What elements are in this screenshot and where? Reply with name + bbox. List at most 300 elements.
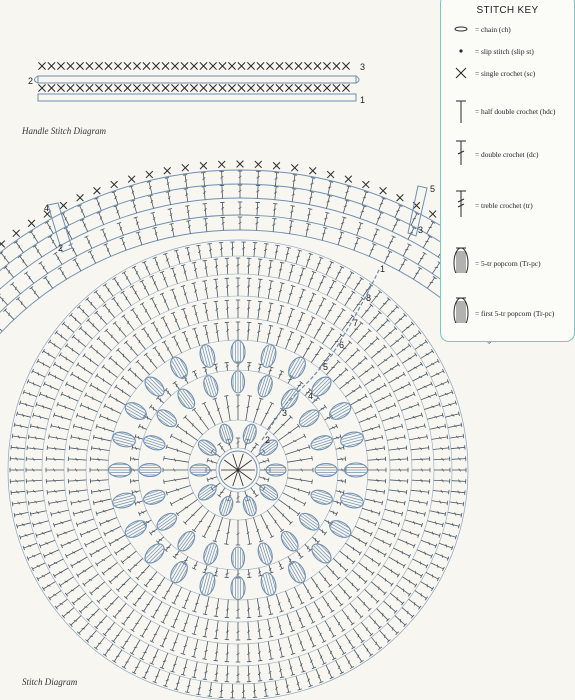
round-stitch-mark (49, 500, 67, 505)
round-stitch-mark (104, 404, 121, 414)
round-stitch-mark (143, 520, 151, 526)
round-stitch-mark (149, 405, 157, 411)
round-stitch-mark (156, 396, 163, 403)
round-stitch-mark (279, 262, 284, 278)
round-stitch-mark (203, 325, 209, 343)
round-stitch-mark (93, 435, 111, 441)
single-crochet-mark (28, 220, 35, 227)
single-crochet-mark (86, 84, 93, 91)
popcorn-mark (345, 463, 368, 477)
round-stitch-mark (181, 659, 187, 675)
round-stitch-mark (213, 398, 223, 422)
band-stitch-mark (427, 221, 435, 233)
round-stitch-mark (55, 331, 67, 341)
round-stitch-mark (95, 374, 111, 386)
round-stitch-mark (30, 511, 46, 516)
band-stitch-mark (58, 267, 67, 279)
round-stitch-mark (140, 645, 149, 660)
round-stitch-mark (93, 499, 111, 505)
popcorn-mark (198, 343, 217, 369)
round-stitch-mark (247, 258, 251, 274)
round-stitch-mark (369, 311, 381, 324)
band-stitch-mark (43, 276, 52, 288)
round-stitch-mark (395, 313, 407, 324)
round-stitch-mark (286, 445, 310, 455)
round-stitch-mark (170, 268, 177, 284)
round-stitch-mark (10, 468, 24, 472)
round-stitch-mark (435, 379, 449, 386)
round-stitch-mark (334, 308, 346, 324)
round-stitch-mark (445, 412, 459, 418)
half-double-crochet-icon (447, 99, 475, 129)
round-stitch-mark (269, 664, 274, 680)
round-stitch-mark (230, 684, 234, 698)
round-stitch-mark (288, 468, 313, 472)
band-stitch-mark (148, 195, 153, 208)
band-stitch-mark (274, 173, 278, 186)
round-stitch-mark (433, 446, 449, 450)
round-stitch-mark (102, 563, 118, 576)
single-crochet-mark (295, 84, 302, 91)
round-stitch-mark (225, 666, 229, 682)
round-stitch-mark (247, 600, 251, 618)
round-stitch-mark (296, 250, 302, 264)
round-stitch-mark (136, 565, 150, 580)
round-stitch-mark (267, 597, 273, 615)
round-stitch-mark (140, 280, 149, 295)
popcorn-mark (196, 482, 219, 503)
band-stitch-mark (306, 223, 311, 236)
round-stitch-mark (28, 501, 44, 506)
round-stitch-mark (160, 271, 168, 287)
band-stitch-mark (136, 232, 142, 245)
round-stitch-mark (59, 353, 74, 364)
stitch-key-title: STITCH KEY (476, 5, 539, 16)
round-stitch-mark (427, 413, 443, 419)
round-stitch-mark (182, 331, 191, 349)
round-stitch-mark (156, 537, 163, 544)
round-stitch-mark (279, 662, 284, 678)
stitch-diagram-caption: Stitch Diagram (22, 677, 78, 687)
popcorn-mark (327, 517, 354, 541)
round-stitch-mark (371, 582, 386, 595)
round-stitch-mark (150, 297, 160, 314)
round-stitch-mark (409, 434, 427, 439)
round-stitch-mark (389, 372, 406, 383)
round-stitch-mark (308, 653, 316, 669)
popcorn-mark (201, 374, 220, 399)
single-crochet-mark (67, 84, 74, 91)
band-stitch-mark (343, 200, 349, 213)
round-stitch-mark (90, 468, 108, 472)
round-stitch-mark (452, 479, 466, 483)
round-stitch-mark (76, 566, 92, 578)
popcorn-mark (109, 463, 132, 477)
round-stitch-mark (452, 456, 466, 460)
round-stitch-mark (294, 587, 304, 604)
round-stitch-mark (130, 479, 138, 483)
round-stitch-mark (413, 372, 428, 381)
round-stitch-mark (253, 518, 263, 542)
round-stitch-mark (203, 565, 208, 573)
center-stitch-mark (238, 454, 243, 470)
single-crochet-mark (133, 62, 140, 69)
round-stitch-mark (103, 284, 113, 297)
round-stitch-mark (325, 414, 333, 420)
round-stitch-mark (380, 630, 391, 642)
round-stitch-mark (305, 606, 315, 623)
popcorn-mark (315, 464, 337, 477)
band-stitch-mark (354, 237, 361, 250)
round-stitch-mark (288, 375, 294, 383)
single-crochet-mark (0, 241, 5, 248)
band-stitch-mark (292, 189, 297, 202)
round-stitch-mark (336, 445, 344, 449)
round-stitch-mark (424, 531, 440, 538)
round-stitch-mark (378, 528, 395, 537)
round-stitch-mark (76, 363, 92, 375)
band-stitch-mark (69, 244, 77, 256)
popcorn-mark (196, 437, 219, 458)
round-number: 4 (308, 391, 314, 401)
single-crochet-mark (111, 181, 118, 188)
round-stitch-mark (51, 424, 69, 430)
single-crochet-mark (105, 62, 112, 69)
round-stitch-mark (90, 457, 108, 461)
single-crochet-mark (38, 84, 45, 91)
single-crochet-mark (276, 62, 283, 69)
round-stitch-mark (384, 327, 397, 339)
round-stitch-mark (316, 625, 326, 642)
single-crochet-mark (164, 167, 171, 174)
round-stitch-mark (246, 396, 252, 421)
single-crochet-mark (257, 84, 264, 91)
popcorn-icon (447, 243, 475, 273)
round-stitch-mark (430, 511, 446, 516)
round-stitch-mark (135, 435, 143, 440)
round-stitch-mark (258, 364, 262, 372)
round-stitch-mark (71, 557, 88, 568)
round-stitch-mark (162, 583, 173, 600)
round-stitch-mark (103, 304, 115, 318)
round-stitch-mark (153, 669, 160, 683)
round-stitch-mark (334, 615, 346, 631)
band-stitch-mark (238, 171, 242, 184)
single-crochet-mark (143, 84, 150, 91)
round-stitch-mark (181, 308, 189, 326)
round-stitch-mark (327, 645, 336, 660)
round-stitch-mark (345, 348, 359, 362)
center-stitch-mark (224, 470, 238, 480)
round-stitch-mark (11, 491, 25, 495)
band-stitch-mark (360, 205, 366, 218)
round-stitch-mark (359, 414, 377, 423)
round-stitch-mark (214, 621, 219, 639)
round-stitch-mark (316, 257, 323, 271)
round-stitch-mark (257, 599, 262, 617)
round-stitch-mark (387, 435, 405, 441)
band-stitch-mark (64, 227, 72, 240)
round-stitch-mark (225, 362, 229, 370)
band-stitch-mark (134, 217, 140, 230)
round-stitch-mark (319, 529, 327, 535)
popcorn-mark (259, 343, 278, 369)
round-stitch-mark (236, 322, 240, 340)
round-stitch-mark (387, 623, 398, 635)
single-crochet-mark (238, 84, 245, 91)
round-stitch-mark (150, 275, 159, 291)
round-stitch-mark (378, 403, 395, 412)
single-crochet-mark (171, 62, 178, 69)
round-stitch-mark (214, 301, 219, 319)
round-stitch-mark (336, 266, 344, 279)
popcorn-mark (257, 482, 280, 503)
round-stitch-mark (192, 639, 198, 657)
single-crochet-mark (77, 194, 84, 201)
round-stitch-mark (116, 577, 130, 591)
round-stitch-mark (390, 479, 408, 483)
band-stitch-mark (73, 258, 81, 270)
round-stitch-mark (172, 587, 182, 604)
round-stitch-mark (136, 360, 150, 375)
band-stitch-mark (29, 231, 38, 243)
round-stitch-mark (390, 335, 404, 347)
round-stitch-mark (97, 337, 112, 351)
round-stitch-mark (73, 424, 91, 431)
round-stitch-mark (377, 319, 390, 332)
round-stitch-mark (65, 585, 79, 596)
round-stitch-mark (95, 311, 107, 324)
round-stitch-mark (128, 368, 143, 382)
round-stitch-mark (48, 591, 61, 601)
band-stitch-mark (273, 204, 277, 217)
round-stitch-mark (450, 502, 464, 507)
round-stitch-mark (364, 374, 380, 386)
round-stitch-mark (174, 250, 180, 264)
round-stitch-mark (367, 446, 385, 451)
round-stitch-mark (104, 526, 121, 536)
single-crochet-mark (200, 162, 207, 169)
round-stitch-mark (121, 551, 136, 564)
round-stitch-mark (85, 630, 96, 642)
popcorn-mark (308, 540, 334, 566)
round-stitch-mark (132, 490, 140, 494)
popcorn-mark (256, 374, 275, 399)
round-stitch-mark (37, 359, 50, 368)
round-stitch-mark (331, 591, 344, 607)
band-stitch-mark (10, 282, 20, 293)
round-stitch-mark (241, 242, 245, 256)
double-crochet-icon (447, 139, 475, 169)
round-stitch-mark (207, 243, 211, 257)
round-stitch-mark (382, 519, 400, 527)
round-stitch-mark (47, 490, 65, 494)
round-stitch-mark (333, 368, 348, 382)
round-stitch-mark (130, 640, 140, 655)
round-stitch-mark (53, 413, 71, 420)
round-stitch-mark (77, 623, 88, 635)
round-stitch-mark (47, 446, 65, 451)
round-stitch-mark (387, 305, 398, 317)
round-stitch-mark (407, 510, 425, 516)
round-stitch-mark (102, 365, 118, 378)
handle-chain-row (38, 76, 356, 83)
band-stitch-mark (322, 227, 327, 240)
round-stitch-mark (342, 610, 355, 626)
round-stitch-mark (336, 660, 344, 673)
round-stitch-mark (138, 424, 146, 429)
round-stitch-mark (46, 468, 64, 472)
round-stitch-mark (23, 390, 37, 397)
round-stitch-mark (361, 304, 373, 318)
round-stitch-mark (333, 435, 341, 440)
circular-base-diagram (8, 240, 468, 700)
round-stitch-mark (383, 363, 399, 375)
round-stitch-mark (357, 597, 371, 612)
popcorn-mark (285, 559, 309, 586)
single-crochet-mark (181, 62, 188, 69)
band-stitch-mark (201, 173, 205, 186)
round-stitch-mark (402, 353, 417, 364)
round-stitch-mark (258, 643, 262, 661)
round-stitch-mark (384, 601, 397, 613)
round-stitch-mark (352, 356, 367, 370)
round-stitch-mark (340, 551, 355, 564)
handle-diagram-caption: Handle Stitch Diagram (22, 126, 106, 136)
round-stitch-mark (32, 369, 46, 377)
round-stitch-mark (306, 253, 313, 267)
round-stitch-mark (144, 572, 157, 587)
round-stitch-mark (114, 543, 130, 555)
popcorn-mark (309, 488, 334, 507)
band-stitch-mark (307, 209, 312, 222)
single-crochet-mark (247, 84, 254, 91)
round-stitch-mark (326, 360, 340, 375)
round-stitch-mark (225, 322, 229, 340)
round-stitch-mark (153, 257, 160, 271)
round-stitch-mark (142, 665, 150, 679)
stitch-key-item (441, 293, 575, 323)
round-stitch-mark (258, 279, 263, 297)
round-stitch-mark (172, 336, 182, 353)
band-stitch-mark (324, 212, 329, 225)
band-stitch-mark (186, 221, 190, 234)
round-stitch-mark (299, 656, 306, 672)
round-stitch-mark (405, 520, 423, 527)
round-stitch-mark (264, 682, 268, 696)
round-stitch-mark (289, 265, 295, 281)
round-stitch-mark (345, 634, 356, 649)
round-stitch-mark (46, 457, 64, 461)
single-crochet-mark (76, 62, 83, 69)
popcorn-mark (259, 571, 278, 597)
round-stitch-mark (338, 584, 352, 599)
round-stitch-mark (288, 637, 295, 655)
round-stitch-mark (109, 394, 126, 405)
round-stitch-mark (72, 593, 86, 605)
band-stitch-mark (326, 195, 331, 208)
round-stitch-mark (259, 477, 269, 482)
round-stitch-mark (68, 468, 86, 472)
single-crochet-mark (291, 164, 298, 171)
round-stitch-mark (85, 393, 102, 403)
band-stitch-mark (78, 205, 85, 218)
round-stitch-mark (398, 539, 415, 548)
round-stitch-mark (91, 446, 109, 451)
round-stitch-mark (160, 293, 169, 310)
round-stitch-mark (48, 559, 63, 568)
round-stitch-mark (153, 346, 165, 362)
round-stitch-mark (65, 548, 82, 558)
round-stitch-mark (433, 490, 449, 494)
single-crochet-mark (190, 62, 197, 69)
round-stitch-mark (90, 345, 105, 358)
round-stitch-mark (217, 443, 225, 452)
round-stitch-mark (336, 285, 346, 300)
round-stitch-mark (351, 394, 368, 405)
round-stitch-mark (236, 492, 240, 502)
round-stitch-mark (116, 348, 130, 362)
round-stitch-mark (258, 259, 262, 275)
round-stitch-mark (318, 275, 327, 291)
round-stitch-mark (434, 479, 450, 483)
round-stitch-mark (251, 488, 259, 497)
round-stitch-mark (131, 615, 143, 631)
round-stitch-mark (140, 303, 151, 320)
round-stitch-mark (182, 375, 188, 383)
single-crochet-mark (342, 62, 349, 69)
round-stitch-mark (164, 456, 189, 462)
band-stitch-mark (310, 178, 315, 191)
round-stitch-mark (337, 457, 345, 461)
center-stitch-mark (238, 460, 252, 470)
band-stitch-mark (45, 221, 53, 233)
round-stitch-mark (286, 485, 310, 495)
band-stitch-mark (413, 267, 422, 279)
band-stitch-mark (357, 222, 363, 235)
round-stitch-mark (259, 458, 269, 463)
single-crochet-mark (342, 84, 349, 91)
single-crochet-mark (285, 84, 292, 91)
band-stitch-mark (328, 181, 333, 194)
round-stitch-mark (439, 390, 453, 397)
band-stitch-mark (165, 178, 170, 191)
round-stitch-mark (225, 622, 229, 640)
round-stitch-mark (276, 328, 283, 346)
round-stitch-mark (203, 597, 209, 615)
round-stitch-mark (397, 585, 411, 596)
band-stitch-mark (427, 276, 436, 288)
round-stitch-mark (90, 479, 108, 483)
single-crochet-mark (327, 171, 334, 178)
round-number: 6 (339, 340, 345, 350)
round-stitch-mark (430, 424, 446, 429)
round-stitch-mark (219, 683, 223, 697)
round-stitch-mark (276, 594, 283, 612)
single-crochet-mark (57, 84, 64, 91)
band-stitch-mark (399, 258, 407, 270)
single-crochet-mark (228, 62, 235, 69)
round-stitch-mark (393, 548, 410, 558)
round-stitch-mark (133, 334, 146, 350)
single-crochet-mark (380, 187, 387, 194)
round-stitch-mark (161, 317, 171, 334)
round-stitch-mark (432, 435, 448, 440)
round-stitch-mark (305, 544, 312, 551)
band-stitch-mark (274, 187, 278, 200)
single-crochet-mark (228, 84, 235, 91)
band-stitch-mark (0, 294, 8, 305)
